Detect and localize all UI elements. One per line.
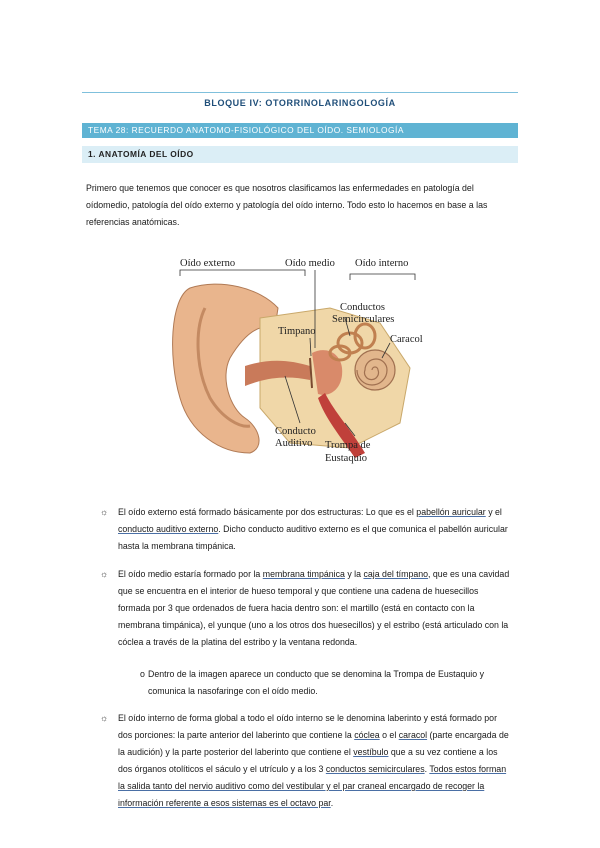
bracket-external bbox=[180, 270, 305, 276]
bullet-text: El oído externo está formado básicamente por dos estructuras: Lo que es el pabellón auricular y el conducto auditivo externo. Dicho conducto auditivo externo es el que comunica el pabellón auricular hasta la membrana timpánica. bbox=[118, 507, 508, 551]
bullet-text: El oído interno de forma global a todo el oído interno se le denomina laberinto y está formado por dos porciones: la parte anterior del laberinto que contiene la cóclea o el caracol (parte encargada de la audición) y la parte posterior del laberinto que contiene el vestíbulo que a su vez contiene a los dos órganos otolíticos el sáculo y el utrículo y a los 3 conductos semicirculares. Todos estos forman la salida tanto del nervio auditivo como del vestibular y el par craneal encargado de recoger la información referente a esos sistemas es el octavo par. bbox=[118, 713, 509, 808]
ear-anatomy-figure bbox=[150, 248, 450, 473]
label-auditivo: Auditivo bbox=[275, 438, 313, 449]
label-caracol: Caracol bbox=[390, 334, 423, 345]
label-oido-medio: Oído medio bbox=[285, 258, 335, 269]
label-oido-interno: Oído interno bbox=[355, 258, 409, 269]
intro-paragraph: Primero que tenemos que conocer es que nosotros clasificamos las enfermedades en patología del oídomedio, patología del oído externo y patología del oído interno. Todo esto lo hacemos en base a las referencias anatómicas. bbox=[86, 183, 488, 227]
cochlea-shape bbox=[355, 350, 395, 390]
label-timpano: Timpano bbox=[278, 326, 316, 337]
label-conducto: Conducto bbox=[275, 426, 316, 437]
bullet-sun-icon: ☼ bbox=[100, 713, 109, 723]
label-oido-externo: Oído externo bbox=[180, 258, 236, 269]
label-conductos: Conductos bbox=[340, 302, 385, 313]
bullet-sun-icon: ☼ bbox=[100, 569, 109, 579]
bullet-oido-interno bbox=[100, 710, 512, 812]
sub-bullet-text: Dentro de la imagen aparece un conducto que se denomina la Trompa de Eustaquio y comunica la nasofaringe con el oído medio. bbox=[148, 669, 484, 696]
label-trompa: Trompa de bbox=[325, 440, 371, 451]
bullet-text: El oído medio estaría formado por la membrana timpánica y la caja del tímpano, que es una cavidad que se encuentra en el interior de hueso temporal y que contiene una cadena de huesecillos formada por 3 que ordenados de fuera hacia dentro son: el martillo (está en contacto con la membrana timpánica), el yunque (uno a los otros dos huesecillos) y el estribo (está articulado con la cóclea a través de la platina del estribo y la ventana redonda. bbox=[118, 569, 510, 647]
section-heading: 1. ANATOMÍA DEL OÍDO bbox=[82, 146, 518, 163]
bullet-sun-icon: ☼ bbox=[100, 507, 109, 517]
bullet-oido-medio bbox=[100, 566, 512, 651]
header-rule bbox=[82, 92, 518, 93]
bullet-oido-externo bbox=[100, 504, 512, 555]
bracket-internal bbox=[350, 274, 415, 280]
label-semicirculares: Semicirculares bbox=[332, 314, 395, 325]
bullet-circle-icon: o bbox=[140, 669, 145, 679]
block-title: BLOQUE IV: OTORRINOLARINGOLOGÍA bbox=[204, 98, 396, 108]
label-eustaquio: Eustaquio bbox=[325, 453, 367, 464]
sub-bullet-trompa bbox=[140, 666, 500, 700]
tema-bar: TEMA 28: RECUERDO ANATOMO-FISIOLÓGICO DEL OÍDO. SEMIOLOGÍA bbox=[82, 123, 518, 138]
